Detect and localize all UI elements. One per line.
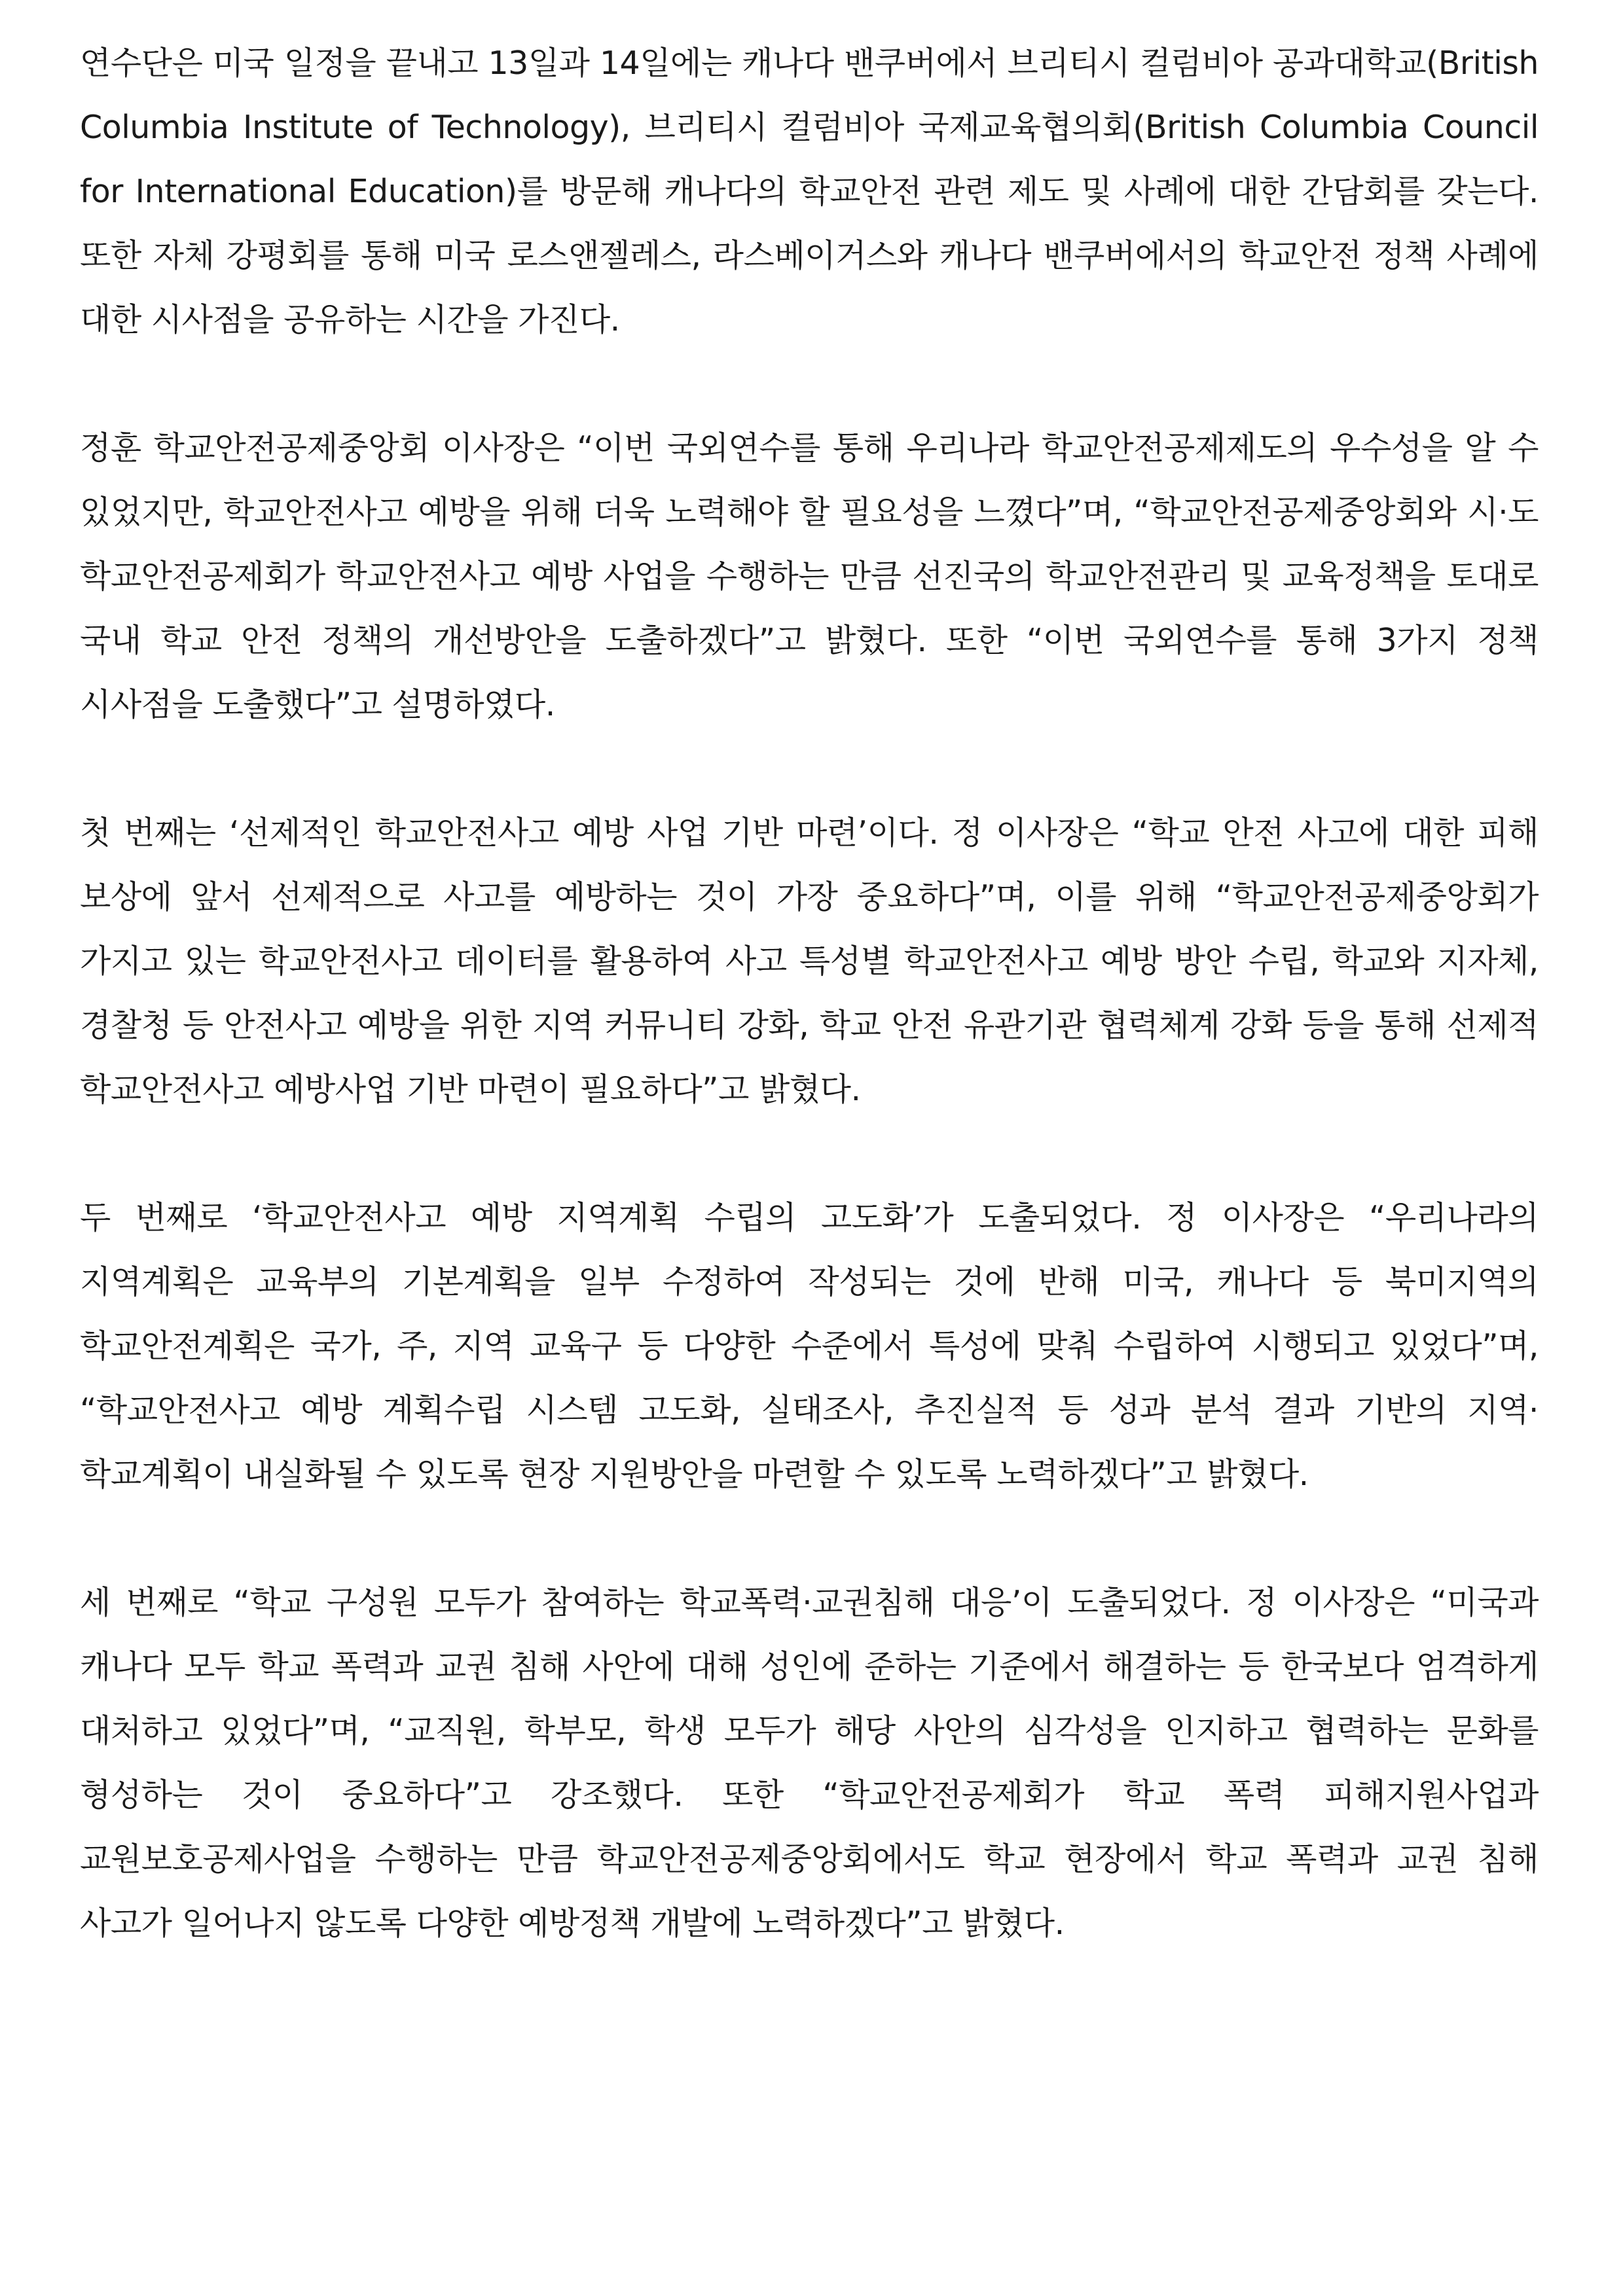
- paragraph-first-implication: 첫 번째는 ‘선제적인 학교안전사고 예방 사업 기반 마련’이다. 정 이사장은 “학교 안전 사고에 대한 피해 보상에 앞서 선제적으로 사고를 예방하는 것이 가장 중요하다”며, 이를 위해 “학교안전공제중앙회가 가지고 있는 학교안전사고 데이터를 활용하여 사고 특성별 학교안전사고 예방 방안 수립, 학교와 지자체, 경찰청 등 안전사고 예방을 위한 지역 커뮤니티 강화, 학교 안전 유관기관 협력체계 강화 등을 통해 선제적 학교안전사고 예방사업 기반 마련이 필요하다”고 밝혔다.: [80, 814, 1539, 1108]
- paragraph-chairman-statement: 정훈 학교안전공제중앙회 이사장은 “이번 국외연수를 통해 우리나라 학교안전공제제도의 우수성을 알 수 있었지만, 학교안전사고 예방을 위해 더욱 노력해야 할 필요성을 느꼈다”며, “학교안전공제중앙회와 시·도 학교안전공제회가 학교안전사고 예방 사업을 수행하는 만큼 선진국의 학교안전관리 및 교육정책을 토대로 국내 학교 안전 정책의 개선방안을 도출하겠다”고 밝혔다. 또한 “이번 국외연수를 통해 3가지 정책 시사점을 도출했다”고 설명하였다.: [80, 429, 1539, 723]
- paragraph-bc-visit: 연수단은 미국 일정을 끝내고 13일과 14일에는 캐나다 밴쿠버에서 브리티시 컬럼비아 공과대학교(British Columbia Institute of Technology), 브리티시 컬럼비아 국제교육협의회(British Columbia Council for International Education)를 방문해 캐나다의 학교안전 관련 제도 및 사례에 대한 간담회를 갖는다. 또한 자체 강평회를 통해 미국 로스앤젤레스, 라스베이거스와 캐나다 밴쿠버에서의 학교안전 정책 사례에 대한 시사점을 공유하는 시간을 가진다.: [80, 45, 1539, 338]
- paragraph-second-implication: 두 번째로 ‘학교안전사고 예방 지역계획 수립의 고도화’가 도출되었다. 정 이사장은 “우리나라의 지역계획은 교육부의 기본계획을 일부 수정하여 작성되는 것에 반해 미국, 캐나다 등 북미지역의 학교안전계획은 국가, 주, 지역 교육구 등 다양한 수준에서 특성에 맞춰 수립하여 시행되고 있었다”며, “학교안전사고 예방 계획수립 시스템 고도화, 실태조사, 추진실적 등 성과 분석 결과 기반의 지역·학교계획이 내실화될 수 있도록 현장 지원방안을 마련할 수 있도록 노력하겠다”고 밝혔다.: [80, 1199, 1539, 1493]
- document-page: [80, 31, 1539, 2020]
- paragraph-third-implication: 세 번째로 “학교 구성원 모두가 참여하는 학교폭력·교권침해 대응’이 도출되었다. 정 이사장은 “미국과 캐나다 모두 학교 폭력과 교권 침해 사안에 대해 성인에 준하는 기준에서 해결하는 등 한국보다 엄격하게 대처하고 있었다”며, “교직원, 학부모, 학생 모두가 해당 사안의 심각성을 인지하고 협력하는 문화를 형성하는 것이 중요하다”고 강조했다. 또한 “학교안전공제회가 학교 폭력 피해지원사업과 교원보호공제사업을 수행하는 만큼 학교안전공제중앙회에서도 학교 현장에서 학교 폭력과 교권 침해 사고가 일어나지 않도록 다양한 예방정책 개발에 노력하겠다”고 밝혔다.: [80, 1584, 1539, 1942]
